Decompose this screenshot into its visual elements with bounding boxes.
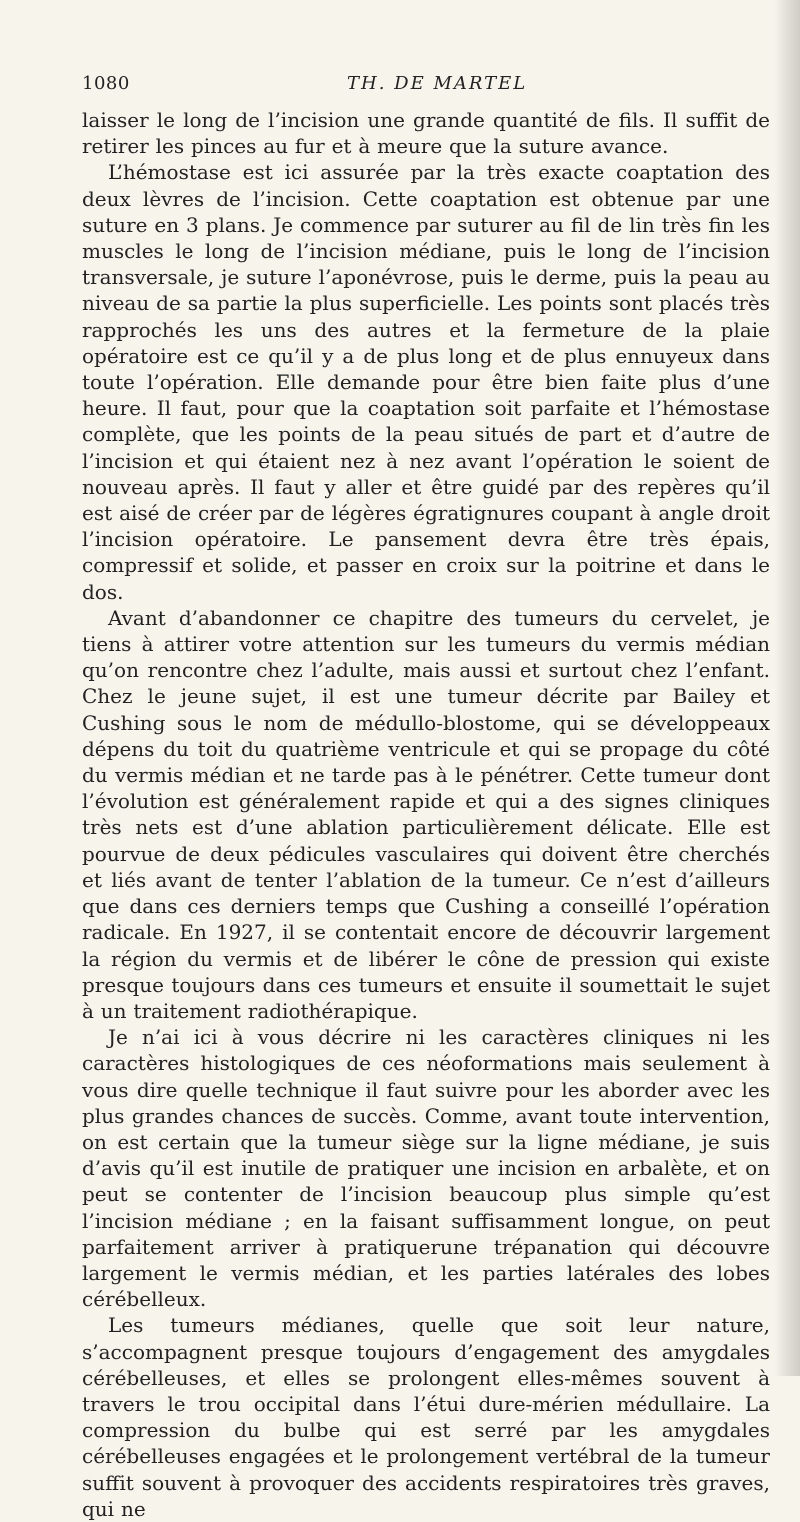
paragraph-3: Avant d’abandonner ce chapitre des tumeurs du cervelet, je tiens à attirer votre attention sur les tumeurs du vermis médian qu’on rencontre chez l’adulte, mais aussi et surtout chez l’enfant. Chez le jeune sujet, il est une tumeur décrite par Bailey et Cushing sous le nom de médullo-blostome, qui se développeaux dépens du toit du quatrième ventricule et qui se propage du côté du vermis médian et ne tarde pas à le pénétrer. Cette tumeur dont l’évolution est généralement rapide et qui a des signes cliniques très nets est d’une ablation particulièrement délicate. Elle est pourvue de deux pédicules vasculaires qui doivent être cherchés et liés avant de tenter l’ablation de la tumeur. Ce n’est d’ailleurs que dans ces derniers temps que Cushing a conseillé l’opération radicale. En 1927, il se contentait encore de découvrir largement la région du vermis et de libérer le cône de pression qui existe presque toujours dans ces tumeurs et ensuite il soumettait le sujet à un traitement radiothérapique.	[82, 605, 770, 1023]
body-text	[82, 107, 770, 1522]
paragraph-1: laisser le long de l’incision une grande quantité de fils. Il suffit de retirer les pinces au fur et à meure que la suture avance.	[82, 108, 770, 159]
page-number: 1080	[82, 73, 130, 94]
paragraph-4: Je n’ai ici à vous décrire ni les caractères cliniques ni les caractères histologiques de ces néoformations mais seulement à vous dire quelle technique il faut suivre pour les aborder avec les plus grandes chances de succès. Comme, avant toute intervention, on est certain que la tumeur siège sur la ligne médiane, je suis d’avis qu’il est inutile de pratiquer une incision en arbalète, et on peut se contenter de l’incision beaucoup plus simple qu’est l’incision médiane ; en la faisant suffisamment longue, on peut parfaitement arriver à pratiquerune trépanation qui découvre largement le vermis médian, et les parties latérales des lobes cérébelleux.	[82, 1025, 770, 1312]
running-head: TH. DE MARTEL	[347, 73, 528, 94]
paragraph-2: L’hémostase est ici assurée par la très exacte coaptation des deux lèvres de l’incision. Cette coaptation est obtenue par une suture en 3 plans. Je commence par suturer au fil de lin très fin les muscles le long de l’incision médiane, puis le long de l’incision transversale, je suture l’aponévrose, puis le derme, puis la peau au niveau de sa partie la plus superficielle. Les points sont placés très rapprochés les uns des autres et la fermeture de la plaie opératoire est ce qu’il y a de plus long et de plus ennuyeux dans toute l’opération. Elle demande pour être bien faite plus d’une heure. Il faut, pour que la coaptation soit parfaite et l’hémostase complète, que les points de la peau situés de part et d’autre de l’incision et qui étaient nez à nez avant l’opération le soient de nouveau après. Il faut y aller et être guidé par des repères qu’il est aisé de créer par de légères égratignures coupant à angle droit l’incision opératoire. Le pansement devra être très épais, compressif et solide, et passer en croix sur la poitrine et dans le dos.	[82, 160, 770, 604]
page-header	[82, 70, 760, 98]
paragraph-5: Les tumeurs médianes, quelle que soit leur nature, s’accompagnent presque toujours d’engagement des amygdales cérébelleuses, et elles se prolongent elles-mêmes souvent à travers le trou occipital dans l’étui dure-mérien médullaire. La compression du bulbe qui est serré par les amygdales cérébelleuses engagées et le prolongement vertébral de la tumeur suffit souvent à provoquer des accidents respiratoires très graves, qui ne	[82, 1313, 770, 1521]
page-edge-shadow	[774, 0, 800, 1376]
